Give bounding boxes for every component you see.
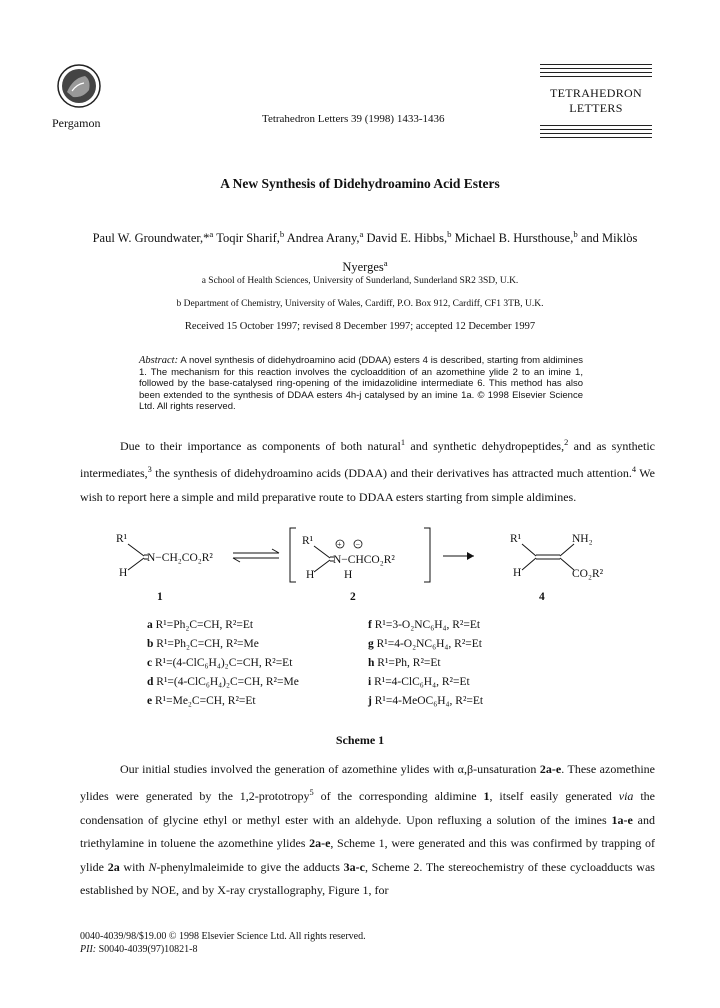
abstract-label: Abstract:: [139, 355, 179, 366]
substituent-letter: e: [147, 695, 153, 707]
ref-marker: 1: [400, 438, 406, 447]
compound-ref: 3a-c: [343, 859, 365, 874]
author-arany: Andrea Arany,: [284, 231, 360, 246]
compound-label-4: 4: [539, 591, 545, 603]
journal-name-line1: TETRAHEDRON: [550, 86, 642, 100]
svg-text:NH₂: NH₂: [572, 533, 593, 545]
substituent-text: R¹=Ph₂C=CH, R²=Me: [156, 638, 259, 650]
substituent-text: R¹=4-O₂NC₆H₄, R²=Et: [376, 638, 482, 650]
body-text: the condensation of glycine ethyl or methyl ester with an aldehyde. Upon refluxing a solution of the imines: [80, 789, 655, 827]
author-sharif: Toqir Sharif,: [213, 231, 280, 246]
svg-text:H: H: [513, 567, 522, 579]
substituent-item: [368, 635, 483, 654]
intro-text: We wish to report here a simple and mild preparative route to DDAA esters starting from simple aldimines.: [80, 466, 655, 504]
substituent-letter: h: [368, 657, 375, 669]
substituent-list-right: [368, 616, 483, 711]
journal-rule-bottom: [540, 125, 652, 141]
substituent-item: [147, 673, 299, 692]
substituent-text: R¹=Me₂C=CH, R²=Et: [154, 695, 256, 707]
scheme-1-structures: [0, 520, 720, 610]
ref-marker: 5: [309, 788, 314, 798]
svg-text:−: −: [355, 540, 361, 549]
substituent-text: R¹=Ph₂C=CH, R²=Et: [155, 619, 254, 631]
substituent-text: R¹=4-ClC₆H₄, R²=Et: [374, 676, 470, 688]
substituent-letter: a: [147, 619, 153, 631]
body-text: with: [119, 859, 149, 874]
affiliation-a: a School of Health Sciences, University of Sunderland, Sunderland SR2 3SD, U.K.: [201, 276, 519, 286]
substituent-letter: b: [147, 638, 154, 650]
body-text: Our initial studies involved the generation of azomethine ylides with α,β-unsaturation: [120, 762, 540, 776]
pii-line: [80, 943, 366, 956]
author-list: [70, 222, 660, 280]
italic-text: N: [148, 859, 157, 874]
svg-text:+: +: [337, 540, 342, 549]
intro-paragraph: [80, 431, 655, 509]
publisher-name: Pergamon: [52, 116, 101, 130]
substituent-text: R¹=3-O₂NC₆H₄, R²=Et: [374, 619, 481, 631]
svg-text:N−CHCO₂R²: N−CHCO₂R²: [333, 554, 395, 566]
affil-marker: a: [383, 258, 388, 269]
substituent-letter: i: [368, 676, 372, 688]
substituent-letter: c: [147, 657, 153, 669]
copyright-footer: [80, 930, 366, 956]
compound-ref: 2a: [107, 859, 120, 874]
ref-marker: 2: [564, 438, 569, 447]
affil-marker: b: [573, 229, 578, 239]
affil-marker: b: [279, 229, 285, 239]
copyright-line: 0040-4039/98/$19.00 © 1998 Elsevier Science Ltd. All rights reserved.: [80, 931, 366, 942]
intro-text: the synthesis of didehydroamino acids (DDAA) and their derivatives has attracted much attention.: [151, 466, 632, 481]
pii-value: S0040-4039(97)10821-8: [96, 944, 198, 955]
affil-marker: a: [359, 229, 364, 239]
intro-text: and synthetic dehydropeptides,: [405, 439, 565, 453]
body-paragraph: [80, 758, 655, 902]
body-text: , Scheme 2. The stereochemistry of these cycloadducts was established by NOE, and by X-ray crystallography, Figure 1, for: [80, 859, 655, 898]
substituent-text: R¹=(4-ClC₆H₄)₂C=CH, R²=Me: [156, 676, 299, 688]
body-text: of the corresponding aldimine: [313, 789, 484, 804]
body-text: -phenylmaleimide to give the adducts: [156, 859, 344, 874]
pii-label: PII:: [80, 944, 97, 955]
compound-ref: 2a-e: [309, 836, 331, 851]
svg-text:R¹: R¹: [302, 535, 314, 547]
body-text: . These azomethine ylides were generated by the 1,2-prototropy: [80, 762, 655, 804]
author-nyerges-last: Nyerges: [342, 260, 384, 275]
publisher-logo: [57, 64, 101, 108]
body-text: and triethylamine in toluene the azomethine ylides: [80, 812, 655, 851]
svg-text:CO₂R²: CO₂R²: [572, 568, 604, 580]
substituent-letter: j: [368, 695, 372, 707]
author-hibbs: David E. Hibbs,: [363, 231, 448, 246]
svg-text:R¹: R¹: [510, 533, 522, 545]
paper-title: A New Synthesis of Didehydroamino Acid Esters: [220, 176, 500, 191]
ref-marker: 3: [147, 465, 152, 475]
substituent-item: [368, 654, 483, 673]
journal-rule-top: [540, 64, 652, 80]
substituent-letter: d: [147, 676, 154, 688]
compound-ref: 1: [483, 789, 490, 804]
substituent-item: [368, 673, 483, 692]
received-dates: Received 15 October 1997; revised 8 December 1997; accepted 12 December 1997: [184, 321, 536, 332]
intro-text: Due to their importance as components of both natural: [120, 439, 401, 453]
intro-text: and as synthetic intermediates,: [80, 439, 655, 481]
substituent-list-left: [147, 616, 299, 711]
affil-marker: b: [447, 229, 452, 239]
author-nyerges-first: and Miklòs: [577, 231, 638, 246]
substituent-text: R¹=4-MeOC₆H₄, R²=Et: [374, 695, 484, 707]
author-groundwater: Paul W. Groundwater,*: [92, 231, 210, 246]
svg-text:H: H: [344, 569, 353, 581]
substituent-item: [147, 616, 299, 635]
journal-name: [540, 86, 652, 116]
compound-label-2: 2: [350, 591, 356, 603]
body-text: , itself easily generated: [489, 789, 619, 804]
compound-label-1: 1: [157, 591, 163, 603]
italic-text: via: [618, 789, 634, 804]
substituent-item: [147, 654, 299, 673]
svg-text:H: H: [119, 567, 128, 579]
author-hursthouse: Michael B. Hursthouse,: [451, 231, 574, 246]
svg-text:N−CH₂CO₂R²: N−CH₂CO₂R²: [147, 552, 213, 564]
substituent-item: [368, 692, 483, 711]
scheme-caption: Scheme 1: [335, 733, 385, 747]
substituent-item: [368, 616, 483, 635]
affil-marker: a: [209, 229, 214, 239]
substituent-letter: f: [368, 619, 372, 631]
compound-ref: 2a-e: [539, 762, 562, 776]
abstract-text: A novel synthesis of didehydroamino acid (DDAA) esters 4 is described, starting from aldimines 1. The mechanism for this reaction involves the cycloaddition of an azomethine ylide 2 to an imine 1, followed by the base-catalysed ring-opening of the imidazolidine intermediate 6. This method has also been extended to the synthesis of DDAA esters 4h-j catalysed by an imine 1a. © 1998 Elsevier Science Ltd. All rights reserved.: [139, 355, 583, 412]
ref-marker: 4: [631, 465, 637, 475]
journal-name-line2: LETTERS: [569, 101, 623, 115]
affiliation-b: b Department of Chemistry, University of Wales, Cardiff, P.O. Box 912, Cardiff, CF1 3TB, U.K.: [176, 299, 544, 309]
compound-ref: 1a-e: [611, 812, 633, 827]
journal-reference: Tetrahedron Letters 39 (1998) 1433-1436: [262, 113, 445, 125]
svg-text:H: H: [306, 569, 315, 581]
body-text: , Scheme 1, were generated and this was confirmed by trapping of ylide: [80, 836, 655, 874]
substituent-item: [147, 692, 299, 711]
substituent-item: [147, 635, 299, 654]
substituent-text: R¹=(4-ClC₆H₄)₂C=CH, R²=Et: [154, 657, 293, 669]
abstract: [139, 355, 583, 413]
substituent-text: R¹=Ph, R²=Et: [377, 657, 441, 669]
svg-text:R¹: R¹: [116, 533, 128, 545]
substituent-letter: g: [368, 638, 374, 650]
